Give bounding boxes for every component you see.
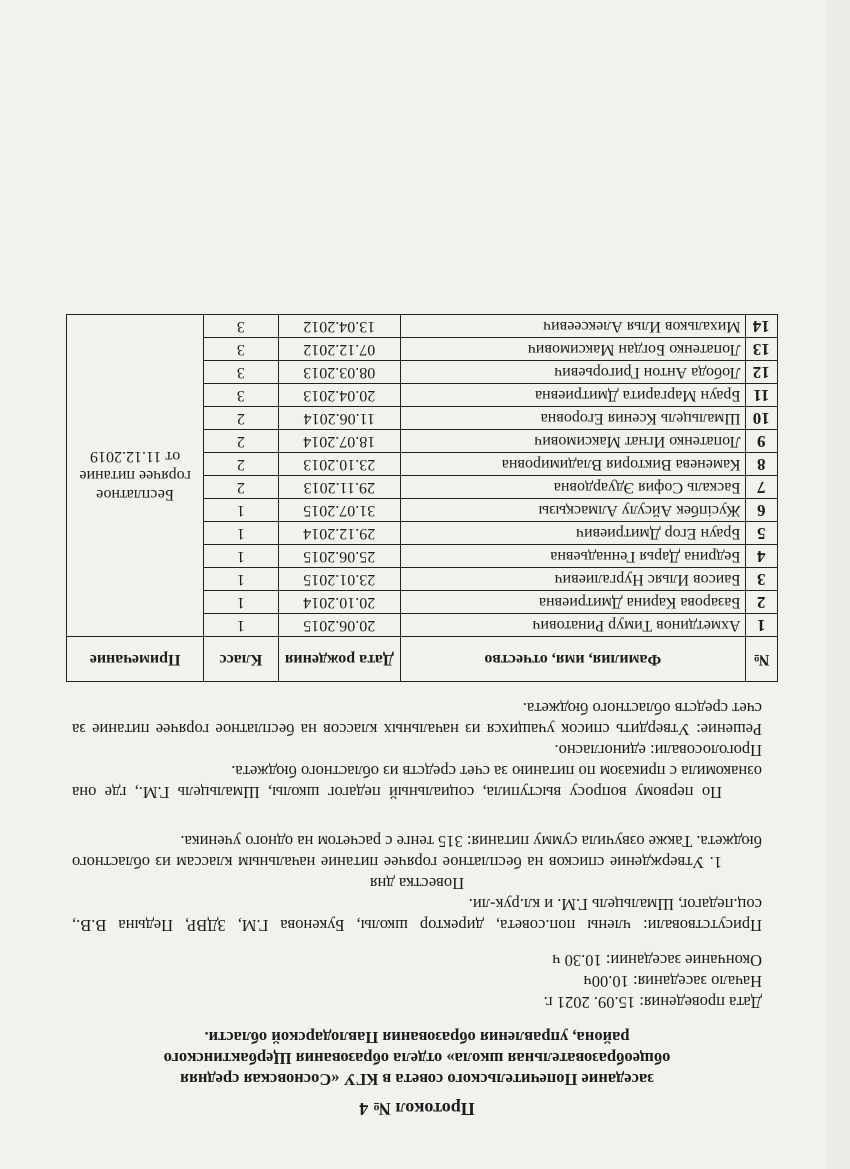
discussion: По первому вопросу выступила, социальный педагог школы, Шмальцель Г.М., где она ознакомила с приказом по питанию за счет средств из областного бюджета. [72, 762, 762, 802]
class-number: 1 [204, 614, 278, 637]
class-number: 1 [204, 499, 278, 522]
row-number: 8 [745, 453, 777, 476]
header-note: Примечание [67, 637, 204, 682]
class-number: 2 [204, 453, 278, 476]
class-number: 3 [204, 361, 278, 384]
class-number: 2 [204, 476, 278, 499]
student-name: Лопатенко Богдан Максимович [401, 338, 746, 361]
decision: Решение: Утвердить список учащихся из начальных классов на бесплатное горячее питание за счет средств областного бюджета. [72, 699, 762, 739]
document-heading [72, 1027, 762, 1090]
class-number: 1 [204, 591, 278, 614]
row-number: 14 [745, 315, 777, 338]
class-number: 3 [204, 315, 278, 338]
agenda-title: Повестка дня [369, 874, 465, 893]
note-cell: Бесплатное горячее питание от 11.12.2019 [67, 315, 204, 637]
class-number: 1 [204, 568, 278, 591]
agenda-item: 1. Утверждение списков на бесплатное горячее питание начальным классам из областного бюджета. Также озвучила сумму питания: 315 тенге с расчетом на одного ученика. [72, 832, 762, 872]
header-dob: Дата рождения [278, 637, 401, 682]
table-body [67, 315, 778, 637]
birth-date: 13.04.2012 [278, 315, 401, 338]
birth-date: 23.01.2015 [278, 568, 401, 591]
table-row [67, 614, 778, 637]
heading-line-3: района, управления образования Павлодарской области. [204, 1028, 630, 1047]
row-number: 5 [745, 522, 777, 545]
student-name: Базарова Карина Дмитриевна [401, 591, 746, 614]
row-number: 1 [745, 614, 777, 637]
header-num: № [745, 637, 777, 682]
heading-line-2: общеобразовательная школа» отдела образования Щербактинского [163, 1049, 671, 1068]
class-number: 2 [204, 430, 278, 453]
birth-date: 31.07.2015 [278, 499, 401, 522]
meeting-start: Начало заседания: 10.00ч [583, 972, 762, 991]
student-name: Михальков Илья Алексеевич [401, 315, 746, 338]
protocol-document [72, 314, 770, 1119]
student-name: Баскаль София Эдуардовна [401, 476, 746, 499]
meeting-date: Дата проведения: 15.09. 2021 г. [543, 993, 762, 1012]
birth-date: 20.06.2015 [278, 614, 401, 637]
student-name: Браун Маргарита Дмитриевна [401, 384, 746, 407]
meeting-end: Окончание заседании: 10.30 ч [552, 951, 762, 970]
student-name: Шмальцель Ксения Егоровна [401, 407, 746, 430]
birth-date: 23.10.2013 [278, 453, 401, 476]
class-number: 2 [204, 407, 278, 430]
student-name: Браун Егор Дмитриевич [401, 522, 746, 545]
row-number: 4 [745, 545, 777, 568]
voting-result: Проголосовали: единогласно. [554, 741, 762, 760]
students-table [66, 314, 778, 682]
student-name: Бедрина Дарья Геннадьевна [401, 545, 746, 568]
birth-date: 29.12.2014 [278, 522, 401, 545]
attendees: Присутствовали: члены поп.совета, директор школы, Букенова Г.М, ЗДВР, Педына В.В., соц.педагог, Шмальцель Г.М. и кл.рук-ли. [72, 895, 762, 935]
birth-date: 20.04.2013 [278, 384, 401, 407]
birth-date: 18.07.2014 [278, 430, 401, 453]
row-number: 9 [745, 430, 777, 453]
heading-line-1: заседание Попечительского совета в КГУ «Сосновская средняя [180, 1070, 654, 1089]
student-name: Лобода Антон Григорьевич [401, 361, 746, 384]
student-name: Каменева Виктория Владимировна [401, 453, 746, 476]
student-name: Жусіпбек Айсулу Алмасқызы [401, 499, 746, 522]
class-number: 3 [204, 338, 278, 361]
birth-date: 08.03.2013 [278, 361, 401, 384]
row-number: 7 [745, 476, 777, 499]
row-number: 2 [745, 591, 777, 614]
row-number: 12 [745, 361, 777, 384]
birth-date: 25.06.2015 [278, 545, 401, 568]
birth-date: 20.10.2014 [278, 591, 401, 614]
header-class: Класс [204, 637, 278, 682]
class-number: 3 [204, 384, 278, 407]
class-number: 1 [204, 545, 278, 568]
row-number: 13 [745, 338, 777, 361]
header-name: Фамилия, имя, отчество [401, 637, 746, 682]
birth-date: 11.06.2014 [278, 407, 401, 430]
student-name: Ахметдинов Тимур Ринатович [401, 614, 746, 637]
student-name: Лопатенко Игнат Максимович [401, 430, 746, 453]
row-number: 11 [745, 384, 777, 407]
row-number: 6 [745, 499, 777, 522]
table-header-row [67, 637, 778, 682]
document-title: Протокол № 4 [359, 1099, 475, 1119]
birth-date: 29.11.2013 [278, 476, 401, 499]
row-number: 10 [745, 407, 777, 430]
student-name: Баисов Ильяс Нургалиевич [401, 568, 746, 591]
birth-date: 07.12.2012 [278, 338, 401, 361]
class-number: 1 [204, 522, 278, 545]
row-number: 3 [745, 568, 777, 591]
